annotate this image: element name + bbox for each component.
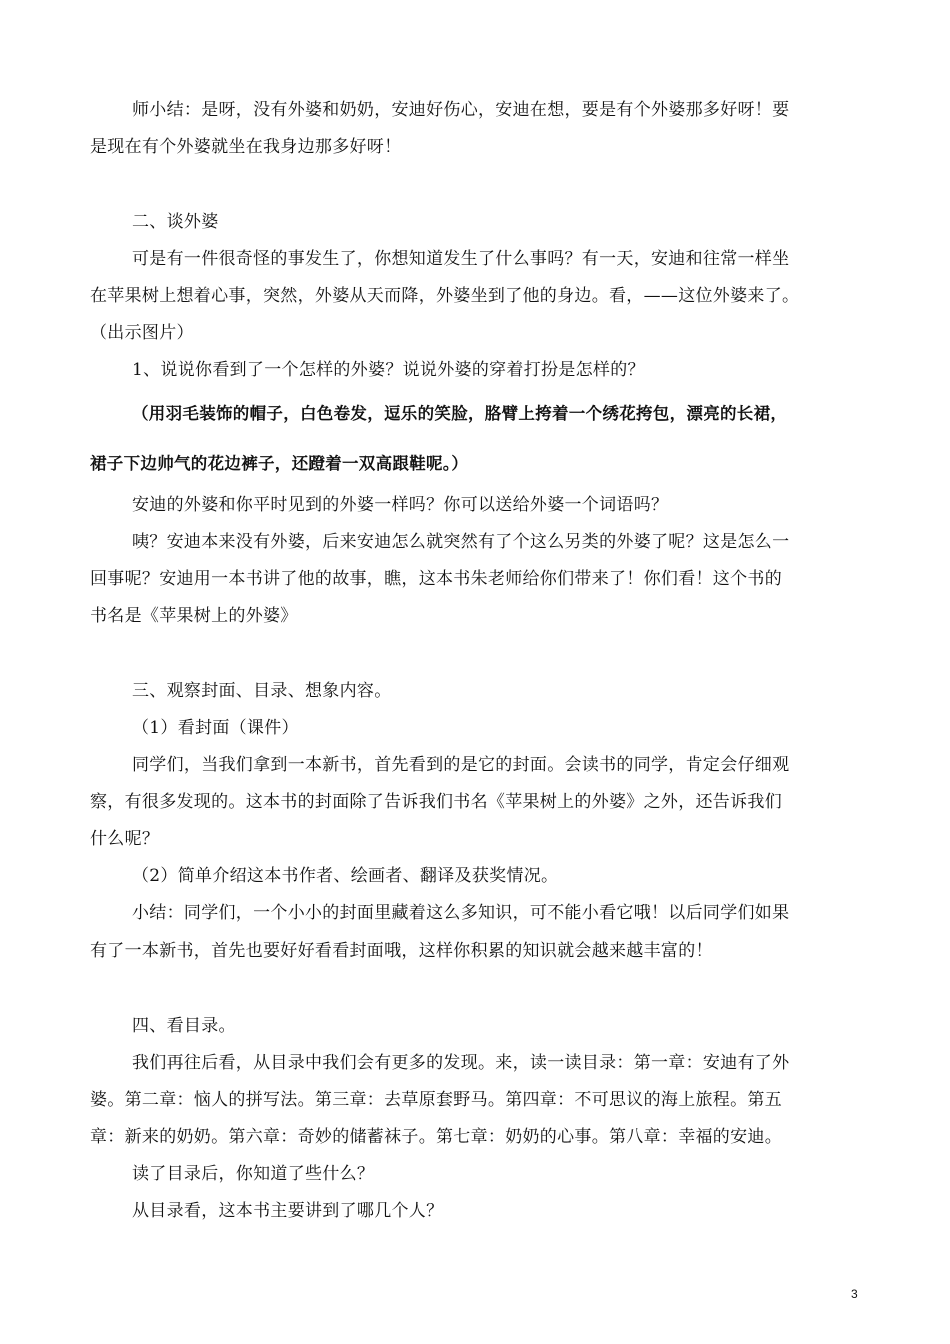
paragraph-line: 安迪的外婆和你平时见到的外婆一样吗？你可以送给外婆一个词语吗？ [132,495,669,515]
summary-line-1: 师小结：是呀，没有外婆和奶奶，安迪好伤心，安迪在想，要是有个外婆那多好呀！要 [132,100,790,120]
paragraph-line: 婆。第二章：恼人的拼写法。第三章：去草原套野马。第四章：不可思议的海上旅程。第五 [90,1090,782,1110]
section-heading-4: 四、看目录。 [132,1016,236,1036]
summary-line-2: 是现在有个外婆就坐在我身边那多好呀！ [90,137,402,157]
section-heading-2: 二、谈外婆 [132,212,219,232]
section-heading-3: 三、观察封面、目录、想象内容。 [132,681,392,701]
paragraph-line: 同学们，当我们拿到一本新书，首先看到的是它的封面。会读书的同学，肯定会仔细观 [132,755,790,775]
paragraph-line: 章：新来的奶奶。第六章：奇妙的储蓄袜子。第七章：奶奶的心事。第八章：幸福的安迪。 [90,1127,782,1147]
paragraph-line: 什么呢？ [90,829,160,849]
paragraph-line: 察，有很多发现的。这本书的封面除了告诉我们书名《苹果树上的外婆》之外，还告诉我们 [90,792,782,812]
paragraph-line: 我们再往后看，从目录中我们会有更多的发现。来，读一读目录：第一章：安迪有了外 [132,1053,790,1073]
question-1: 1、说说你看到了一个怎样的外婆？说说外婆的穿着打扮是怎样的？ [132,360,645,380]
paragraph-line: （出示图片） [90,323,194,343]
subsection-1: （1）看封面（课件） [132,718,299,738]
paragraph-line: 读了目录后，你知道了些什么？ [132,1164,375,1184]
paragraph-line: 小结：同学们，一个小小的封面里藏着这么多知识，可不能小看它哦！以后同学们如果 [132,903,790,923]
paragraph-line: 从目录看，这本书主要讲到了哪几个人？ [132,1201,444,1221]
paragraph-line: 回事呢？安迪用一本书讲了他的故事，瞧，这本书朱老师给你们带来了！你们看！这个书的 [90,569,782,589]
page-number: 3 [851,1287,858,1301]
answer-line-2: 裙子下边帅气的花边裤子，还蹬着一双高跟鞋呢。） [90,454,469,473]
paragraph-line: 在苹果树上想着心事，突然，外婆从天而降，外婆坐到了他的身边。看，——这位外婆来了。 [90,286,800,306]
subsection-2: （2）简单介绍这本书作者、绘画者、翻译及获奖情况。 [132,866,559,886]
paragraph-line: 可是有一件很奇怪的事发生了，你想知道发生了什么事吗？有一天，安迪和往常一样坐 [132,249,790,269]
paragraph-line: 咦？安迪本来没有外婆，后来安迪怎么就突然有了个这么另类的外婆了呢？这是怎么一 [132,532,790,552]
answer-line-1: （用羽毛装饰的帽子，白色卷发，逗乐的笑脸，胳臂上挎着一个绣花挎包，漂亮的长裙， [132,404,788,423]
paragraph-line: 书名是《苹果树上的外婆》 [90,606,298,626]
paragraph-line: 有了一本新书，首先也要好好看看封面哦，这样你积累的知识就会越来越丰富的！ [90,941,713,961]
